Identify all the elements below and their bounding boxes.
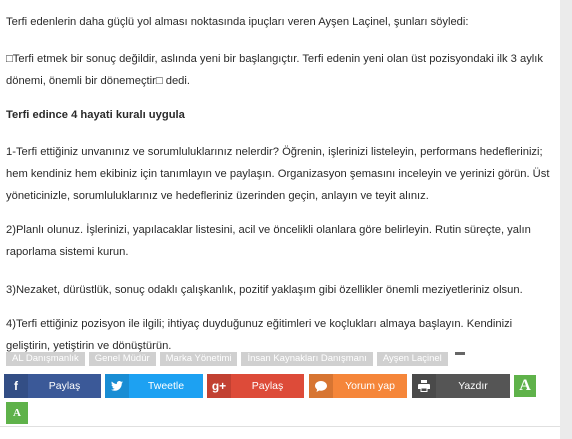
print-button[interactable] [412, 374, 510, 398]
share-label: Paylaş [251, 380, 284, 392]
font-decrease-button[interactable]: A [6, 402, 28, 424]
tag-list [6, 352, 465, 366]
article-subheading: Terfi edince 4 hayati kuralı uygula [6, 109, 185, 121]
article-paragraph: 2)Planlı olunuz. İşlerinizi, yapılacaklar listesini, acil ve öncelikli olanlara göre belirleyin. Rutin süreçte, yalın raporlama sistemi kurun. [6, 224, 531, 258]
twitter-share-button[interactable] [105, 374, 203, 398]
tag-link[interactable]: AL Danışmanlık [6, 352, 85, 366]
facebook-icon: f [4, 374, 28, 398]
article-paragraph: 3)Nezaket, dürüstlük, sonuç odaklı çalışkanlık, pozitif yaklaşım gibi özellikler önemli meziyetleriniz olsun. [6, 284, 523, 296]
twitter-icon [105, 374, 129, 398]
tag-link[interactable]: Ayşen Laçinel [377, 352, 448, 366]
tag-link[interactable]: Marka Yönetimi [160, 352, 238, 366]
article-paragraph: Terfi edenlerin daha güçlü yol alması noktasında ipuçları veren Ayşen Laçinel, şunları söyledi: [6, 16, 469, 28]
share-label: Tweetle [147, 380, 185, 392]
tag-link[interactable]: Genel Müdür [89, 352, 156, 366]
tag-divider [455, 352, 465, 355]
share-label: Yorum yap [345, 380, 395, 392]
font-increase-button[interactable]: A [514, 375, 536, 397]
comment-icon [309, 374, 333, 398]
article-paragraph: 4)Terfi ettiğiniz pozisyon ile ilgili; ihtiyaç duyduğunuz eğitimleri ve koçlukları almaya başlayın. Kendinizi geliştirin, yetiştirin ve dönüştürün. [6, 318, 513, 352]
share-label: Paylaş [48, 380, 81, 392]
share-label: Yazdır [458, 380, 488, 392]
facebook-share-button[interactable] [4, 374, 101, 398]
article-paragraph: □Terfi etmek bir sonuç değildir, aslında yeni bir başlangıçtır. Terfi edenin yeni olan üst pozisyondaki ilk 3 aylık dönemi, önemli bir dönemeçtir□ dedi. [6, 53, 543, 87]
share-bar [4, 374, 556, 398]
googleplus-share-button[interactable] [207, 374, 304, 398]
tag-link[interactable]: İnsan Kaynakları Danışmanı [241, 352, 372, 366]
content-bottom-border [0, 426, 560, 439]
print-icon [412, 374, 436, 398]
article-paragraph: 1-Terfi ettiğiniz unvanınız ve sorumluluklarınız nelerdir? Öğrenin, işlerinizi listeleyin, performans hedeflerinizi; hem kendiniz hem ekibiniz için tanımlayın ve paylaşın. Organizasyon şemasını inceleyin ve yerinizi görün. Üst yöneticinizle, sorumluluklarınız ve hedefleriniz üzerinden geçin, anlayın ve teyit alınız. [6, 146, 550, 202]
comment-button[interactable] [309, 374, 407, 398]
googleplus-icon: g+ [207, 374, 231, 398]
